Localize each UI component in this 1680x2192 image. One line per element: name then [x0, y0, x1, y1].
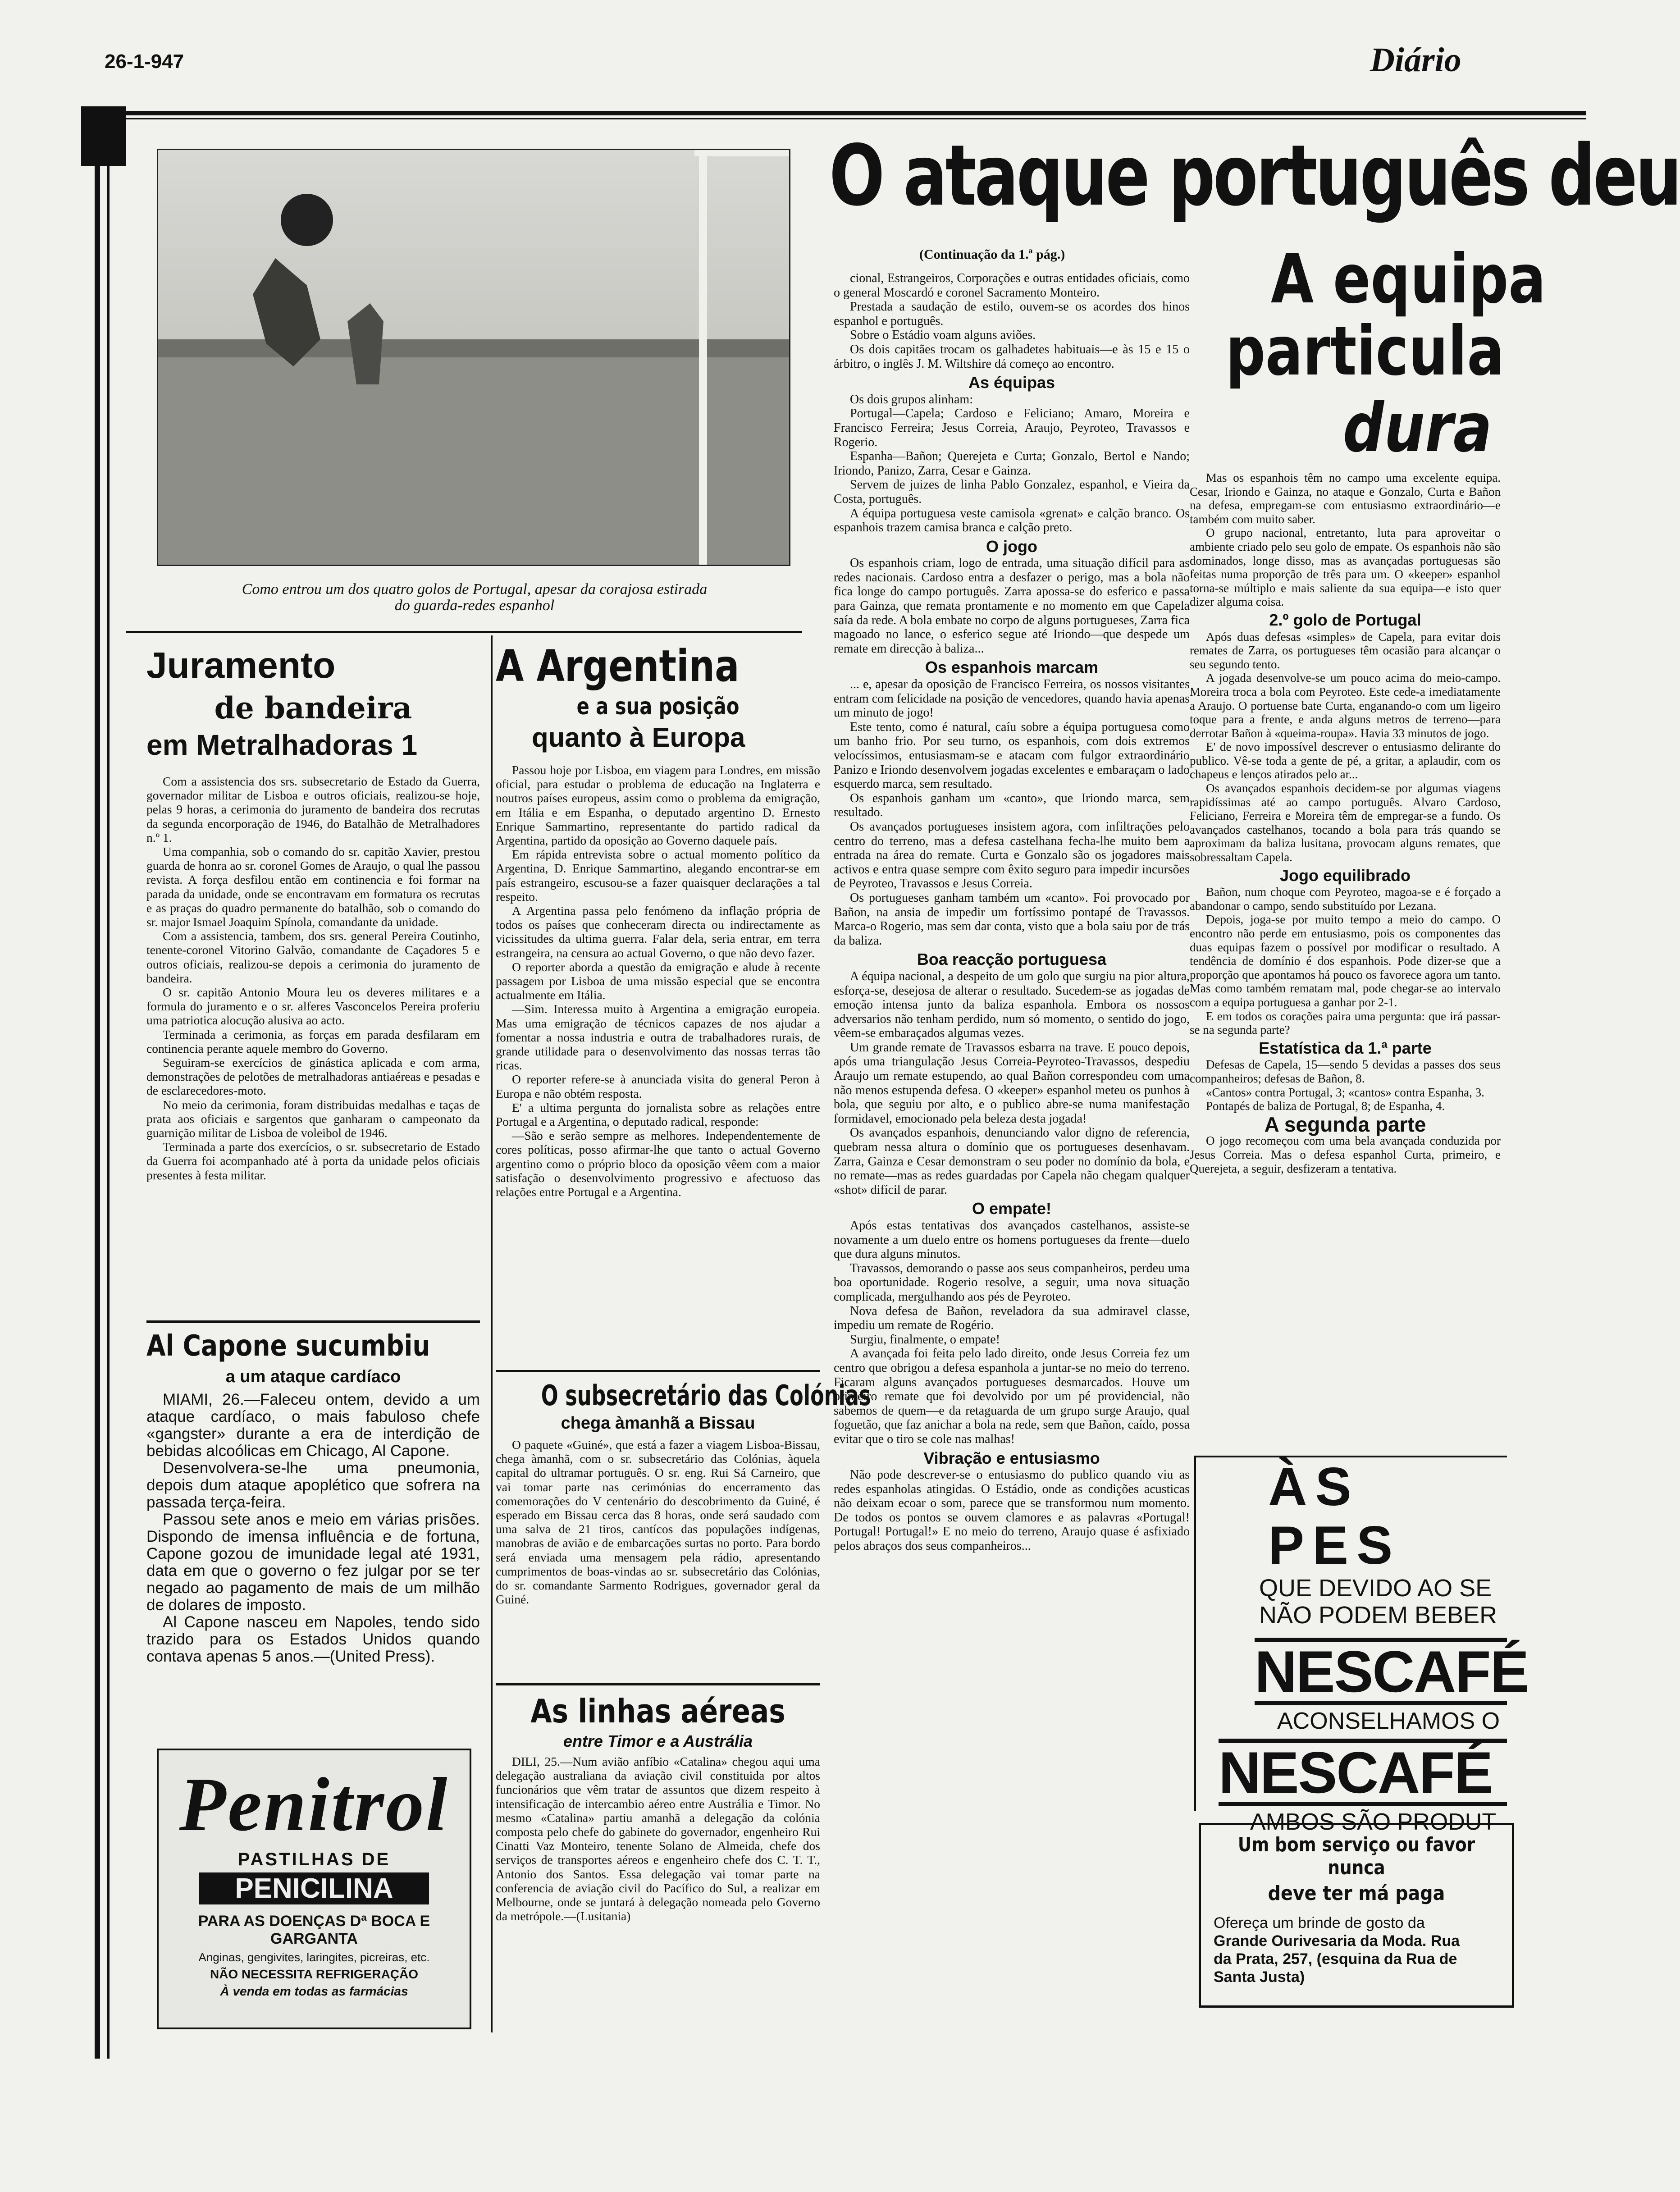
paragraph: Os dois capitães trocam os galhadetes habituais—e às 15 e 15 o árbitro, o inglês J. M. Wiltshire dá começo ao encontro. — [834, 342, 1190, 371]
ad-headline-1: Um bom serviço ou favor nunca — [1237, 1833, 1475, 1879]
paragraph: —Sim. Interessa muito à Argentina a emigração europeia. Mas uma emigração de técnicos capazes de nos ajudar a fomentar a nossa industria e outra de trabalhadores rurais, de grande utilidade para o desenvolvimento das nossas terras tão ricas. — [496, 1002, 820, 1073]
capone-article — [146, 1329, 480, 1665]
subheadline: entre Timor e a Austrália — [563, 1732, 753, 1750]
subhead-jogo-equilibrado: Jogo equilibrado — [1279, 866, 1411, 885]
paragraph: E' de novo impossível descrever o entusiasmo delirante do publico. Vê-se toda a gente de pé, a gritar, a aplaudir, com os chapeus e lenços atirados pelo ar... — [1190, 740, 1501, 781]
paragraph: Travassos, demorando o passe aos seus companheiros, perdeu uma boa oportunidade. Rogerio resolve, a seguir, uma nova situação complicada, mergulhando aos pés de Peyroteo. — [834, 1261, 1190, 1304]
paragraph: Mas os espanhois têm no campo uma excelente equipa. Cesar, Iriondo e Gainza, no ataque e Gonzalo, Curta e Bañon na defesa, empregam-se com entusiasmo extraordinário—e também com muito saber. — [1190, 471, 1501, 526]
ad-headline-2: deve ter má paga — [1268, 1882, 1445, 1905]
subhead-marcam: Os espanhois marcam — [925, 658, 1099, 677]
article-body — [496, 763, 820, 1199]
paragraph: Os avançados espanhois, denunciando valor digno de referencia, quebram nessa altura o domínio que os portugueses desenhavam. Zarra, Gainza e Cesar demonstram o seu poder no domínio da bola, e no remate—mas as redes guardadas por Capela não chegam qualquer «shot» difícil de parar. — [834, 1126, 1190, 1197]
right-headline-1: A equipa — [1271, 240, 1546, 319]
paragraph: Pontapés de baliza de Portugal, 8; de Espanha, 4. — [1206, 1099, 1445, 1113]
left-border-inner — [107, 166, 110, 2059]
paragraph: Passou hoje por Lisboa, em viagem para Londres, em missão oficial, para estudar o problema de educação na Inglaterra e noutros países europeus, assim como o problema da emigração, em Itália e em Espanha, o deputado argentino D. Ernesto Enrique Sammartino, representante do partido radical da Argentina, partido da oposição ao Governo daquele país. — [496, 763, 820, 848]
subheadline: a um ataque cardíaco — [225, 1367, 401, 1386]
continuation-note: (Continuação da 1.ª pág.) — [919, 247, 1065, 262]
ad-line: PARA AS DOENÇAS Dª BOCA E GARGANTA — [198, 1913, 430, 1947]
goal-post — [699, 150, 707, 565]
paragraph: O jogo recomeçou com uma bela avançada conduzida por Jesus Correia. Mas o defesa espanhol Curta, primeiro, e Querejeta, a seguir, desfizeram a tentativa. — [1190, 1134, 1501, 1175]
subhead-boa-reaccao: Boa reacção portuguesa — [917, 950, 1107, 969]
rule — [146, 1320, 480, 1323]
paragraph: A avançada foi feita pelo lado direito, onde Jesus Correia fez um centro que obrigou a defesa espanhola a juntar-se no meio do terreno. Ficaram alguns avançados portugueses desmarcados. Houve um primeiro remate que foi devolvido por um pé providencial, não sabemos de quem—e da retaguarda de um grupo surge Araujo, qual foguetão, que faz anichar a bola na rede, sem que Bañon, caído, possa evitar que o tiro se cole nas malhas! — [834, 1347, 1190, 1446]
paragraph: E' a ultima pergunta do jornalista sobre as relações entre Portugal e a Argentina, o deputado radical, responde: — [496, 1100, 820, 1129]
paragraph: Os avançados portugueses insistem agora, com infiltrações pelo centro do terreno, mas a defesa castelhana fecha-lhe muito bem a entrada na área do remate. Curta e Gonzalo são os jogadores mais activos e entra quase sempre com êxito seguro para impedir incursões de Peyroteo, Travassos e Jesus Correia. — [834, 819, 1190, 891]
paragraph: Uma companhia, sob o comando do sr. capitão Xavier, prestou guarda de honra ao sr. coronel Gomes de Araujo, o qual lhe passou revista. A força desfilou então em continencia e foi formar na parada da unidade, onde se encontravam em formatura os recrutas e as praças do quadro permanente do batalhão, sob o comando do sr. major Ismael Joaquim Spínola, comandante da unidade. — [146, 845, 480, 929]
paragraph: DILI, 25.—Num avião anfíbio «Catalina» chegou aqui uma delegação australiana da aviação civil constituida por altos funcionários que vêm tratar de assuntos que dizem respeito à intensificação de intercambio aéreo entre Austrália e Timor. No mesmo «Catalina» partiu amanhã a delegação da colónia composta pelo chefe do gabinete do governador, engenheiro Rui Cinatti Vaz Monteiro, tenente Solano de Almeida, chefe dos serviços de transportes aéreos e engenheiro chefe dos C. T. T., Antonio dos Santos. Essa delegação vai tomar parte na conferencia de aviação civil do Pacífico do Sul, a realizar em Melbourne, onde se juntará à delegação nomeada pelo Governo da metrópole.—(Lusitania) — [496, 1754, 820, 1923]
paragraph: Após estas tentativas dos avançados castelhanos, assiste-se novamente a um duelo entre os homens portugueses da frente—duelo que dura alguns minutos. — [834, 1219, 1190, 1261]
paragraph: Os dois grupos alinham: — [850, 392, 973, 406]
paragraph: Com a assistencia, tambem, dos srs. general Pereira Coutinho, tenente-coronel Vitorino Galvão, comandante de Caçadores 5 e outros oficiais, realizou-se depois a cerimonia do juramento de bandeira. — [146, 929, 480, 985]
colonias-article — [496, 1379, 871, 1607]
main-column — [834, 271, 1190, 1993]
corner-block — [81, 106, 126, 166]
headline: As linhas aéreas — [530, 1692, 785, 1730]
nescafe-line-4: ACONSELHAMOS O — [1277, 1708, 1500, 1734]
paragraph: No meio da cerimonia, foram distribuidas medalhas e taças de prata aos oficiais e sargentos que ganharam o campeonato da guarnição militar de Lisboa de voleibol de 1946. — [146, 1097, 480, 1140]
photo-rule — [126, 631, 802, 633]
nescafe-logo-2: NESCAFÉ — [1219, 1739, 1507, 1806]
paragraph: O reporter refere-se à anunciada visita do general Peron à Europa e não obtém resposta. — [496, 1072, 820, 1101]
paragraph: E em todos os corações paira uma pergunta: que irá passar-se na segunda parte? — [1190, 1009, 1501, 1037]
penitrol-logo: Penitrol — [179, 1762, 449, 1847]
paragraph: Os espanhois criam, logo de entrada, uma situação difícil para as redes nacionais. Cardoso entra a desfazer o perigo, mas a bola não fica longe do campo português. Zarra apossa-se do esferico e passa para Gainza, que remata prontamente e no momento em que Capela saía da rede. A bola embate no corpo de alguns portugueses, Zarra fica magoado no lance, o esferico segue até Iriondo—que despede um remate em direcção à baliza... — [834, 556, 1190, 656]
masthead: Diário — [1370, 41, 1461, 79]
caption-line-2: do guarda-redes espanhol — [394, 597, 555, 614]
paragraph: Portugal—Capela; Cardoso e Feliciano; Amaro, Moreira e Francisco Ferreira; Jesus Correia, Araujo, Peyroteo, Travassos e Rogerio. — [834, 406, 1190, 449]
right-headline-2: particula — [1226, 312, 1505, 391]
paragraph: ... e, apesar da oposição de Francisco Ferreira, os nossos visitantes entram com felicidade na posição de vencedores, quando havia apenas um minuto de jogo! — [834, 677, 1190, 720]
paragraph: Terminada a parte dos exercícios, o sr. subsecretario de Estado da Guerra foi acompanhado até à porta da unidade pelos oficiais presentes à festa militar. — [146, 1140, 480, 1182]
subhead-estatistica: Estatística da 1.ª parte — [1259, 1038, 1432, 1057]
ad-line: NÃO NECESSITA REFRIGERAÇÃO — [210, 1967, 419, 1981]
ad-line: À venda em todas as farmácias — [220, 1984, 408, 1998]
paragraph: A Argentina passa pelo fenómeno da inflação própria de todos os países que conheceram directa ou indirectamente as vicissitudes da ultima guerra. Falar dela, seria entrar, em terra estrangeira, na censura ao actual Governo, o que não devo fazer. — [496, 904, 820, 960]
photo-scene — [158, 150, 789, 565]
ad-line: Santa Justa) — [1214, 1968, 1305, 1986]
nescafe-line-3: NÃO PODEM BEBER — [1259, 1602, 1497, 1629]
rule — [496, 1370, 820, 1372]
article-body — [496, 1438, 820, 1606]
paragraph: Os espanhois ganham um «canto», que Iriondo marca, sem resultado. — [834, 791, 1190, 820]
paragraph: Este tento, como é natural, caíu sobre a équipa portuguesa como um banho frio. Por seu turno, os espanhois, com dois extremos velocíssimos, entusiasmam-se e atacam com fulgor extraordinário Panizo e Iriondo desenvolvem jogadas excelentes e embaraçam o lado esquerdo marca, sem resultado. — [834, 720, 1190, 791]
football-photo — [157, 149, 790, 566]
paragraph: cional, Estrangeiros, Corporações e outras entidades oficiais, como o general Moscardó e coronel Sacramento Monteiro. — [834, 271, 1190, 300]
paragraph: Prestada a saudação de estilo, ouvem-se os acordes dos hinos espanhol e português. — [834, 300, 1190, 328]
left-border — [95, 166, 100, 2059]
ad-line: PASTILHAS DE — [237, 1850, 391, 1869]
subhead-equipas: As équipas — [968, 373, 1055, 392]
paragraph: —São e serão sempre as melhores. Independentemente de cores políticas, posso afirmar-lhe que tanto o actual Governo argentino como o próprio bloco da oposição vêem com a maior satisfação o desenvolvimento progressivo e afectuoso das relações entre Portugal e a Argentina. — [496, 1128, 820, 1199]
right-headline-3: dura — [1343, 389, 1492, 467]
paragraph: Bañon, num choque com Peyroteo, magoa-se e é forçado a abandonar o campo, sendo substituído por Lezana. — [1190, 885, 1501, 913]
subheadline: em Metralhadoras 1 — [146, 729, 418, 761]
article-body — [146, 1391, 480, 1665]
paragraph: Os avançados espanhois decidem-se por algumas viagens rapidíssimas até ao campo português. Alvaro Cardoso, Feliciano, Ferreira e Moreira têm de empregar-se a fundo. Os avançados castelhanos, tocando a bola para trás quando se aproximam da baliza lusitana, provocam alguns remates, que sobressaltam Capela. — [1190, 781, 1501, 864]
paragraph: Com a assistencia dos srs. subsecretario de Estado da Guerra, governador militar de Lisboa e outros oficiais, realizou-se hoje, pelas 9 horas, a cerimonia do juramento de bandeira dos recrutas da segunda encorporação de 1946, do Batalhão de Metralhadores n.º 1. — [146, 774, 480, 845]
nescafe-line-1: ÀS PES — [1268, 1457, 1401, 1576]
article-body — [496, 1754, 820, 1923]
article-body — [146, 774, 480, 1182]
nescafe-line-2: QUE DEVIDO AO SE — [1259, 1575, 1492, 1602]
paragraph: Nova defesa de Bañon, reveladora da sua admiravel classe, impediu um remate de Rogério. — [834, 1304, 1190, 1333]
ourivesaria-ad — [1199, 1823, 1514, 2008]
paragraph: O paquete «Guiné», que está a fazer a viagem Lisboa-Bissau, chega àmanhã, com o sr. subsecretário das Colónias, àquela capital do ultramar português. O sr. eng. Rui Sá Carneiro, que vai tomar parte nas cerimónias do encerramento das comemorações do V centenário do descobrimento da Guiné, é esperado em Bissau cerca das 8 horas, onde será saudado com uma salva de 21 tiros, cantícos das populações indígenas, manobras de avião e de embarcações surtas no porto. Para bordo será enviada uma mensagem pela rádio, apresentando cumprimentos de boas-vindas ao sr. subsecretário das Colónias, do sr. comandante Sarmento Rodrigues, governador geral da Guiné. — [496, 1438, 820, 1607]
top-rule — [126, 111, 1586, 115]
paragraph: Após duas defesas «simples» de Capela, para evitar dois remates de Zarra, os portugueses têm ocasião para alcançar o seu segundo tento. — [1190, 630, 1501, 671]
paragraph: Espanha—Bañon; Querejeta e Curta; Gonzalo, Bertol e Nando; Iriondo, Panizo, Zarra, Cesar e Gainza. — [834, 449, 1190, 478]
paragraph: «Cantos» contra Portugal, 3; «cantos» contra Espanha, 3. — [1206, 1085, 1484, 1099]
paragraph: Seguiram-se exercícios de ginástica aplicada e com arma, demonstrações de pelotões de metralhadoras antiaéreas e pesadas e de esclarecedores-moto. — [146, 1055, 480, 1098]
paragraph: Em rápida entrevista sobre o actual momento político da Argentina, D. Enrique Sammartino, alegando encontrar-se em país estrangeiro, escusou-se a fazer quaisquer declarações a tal respeito. — [496, 847, 820, 904]
paragraph: Sobre o Estádio voam alguns aviões. — [850, 328, 1036, 342]
top-rule-thin — [126, 118, 1586, 119]
ad-line: da Prata, 257, (esquina da Rua de — [1214, 1950, 1457, 1968]
penitrol-ad — [157, 1749, 471, 2029]
paragraph: Os portugueses ganham também um «canto». Foi provocado por Bañon, na ansia de impedir um fortíssimo pontapé de Travassos. Marca-o Rogerio, mas sem dar conta, visto que a bola saiu por de trás da baliza. — [834, 890, 1190, 948]
paragraph: Depois, joga-se por muito tempo a meio do campo. O encontro não perde em entusiasmo, pois os componentes das duas equipas fazem o possível por modificar o resultado. A tendência de domínio é dos espanhois. Pode dizer-se que a proporção que apontamos há pouco os favorece agora um tanto. Mas como também rematam mal, pode chegar-se ao intervalo com a equipa portuguesa a ganhar por 2-1. — [1190, 913, 1501, 1009]
paragraph: MIAMI, 26.—Faleceu ontem, devido a um ataque cardíaco, o mais fabuloso chefe «gangster» durante a era de interdição de bebidas alcoólicas em Chicago, Al Capone. — [146, 1391, 480, 1460]
paragraph: Terminada a cerimonia, as forças em parada desfilaram em continencia perante aquele membro do Governo. — [146, 1027, 480, 1055]
headline: Juramento — [146, 645, 336, 686]
paragraph: Um grande remate de Travassos esbarra na trave. E pouco depois, após uma triangulação Jesus Correia-Peyroteo-Travassos, despediu Araujo um remate estupendo, ao qual Bañon correspondeu com uma não menos estupenda defesa. O «keeper» espanhol meteu os punhos à bola, que seguiu por alto, e o publico abre-se numa manifestação formidavel, emocionado pela beleza desta jogada! — [834, 1040, 1190, 1126]
photo-caption — [157, 581, 792, 614]
paragraph: O reporter aborda a questão da emigração e alude à recente passagem por Lisboa de uma missão especial que se encontra actualmente em Itália. — [496, 959, 820, 1002]
ad-line: Ofereça um brinde de gosto da — [1214, 1914, 1425, 1932]
nescafe-logo-1: NESCAFÉ — [1255, 1639, 1529, 1704]
paragraph: O sr. capitão Antonio Moura leu os deveres militares e a formula do juramento e o sr. alferes Vasconcelos Pereira proferiu uma patriotica alocução alusiva ao acto. — [146, 985, 480, 1028]
paragraph: Servem de juizes de linha Pablo Gonzalez, espanhol, e Vieira da Costa, português. — [834, 478, 1190, 506]
caption-line-1: Como entrou um dos quatro golos de Portugal, apesar da corajosa estirada — [242, 581, 708, 598]
paragraph: A jogada desenvolve-se um pouco acima do meio-campo. Moreira troca a bola com Peyroteo. Este cede-a imediatamente a Araujo. O portuense bate Curta, enganando-o com um ligeiro toque para a frente, e anda alguns metros de terreno—para derrotar Bañon à «queima-roupa». Havia 33 minutos de jogo. — [1190, 671, 1501, 740]
ad-line: PENICILINA — [199, 1872, 429, 1904]
subhead-segundo-golo: 2.º golo de Portugal — [1269, 610, 1421, 629]
subheadline: de bandeira — [214, 690, 412, 726]
linhas-article — [496, 1692, 820, 1923]
right-column — [1190, 471, 1501, 1426]
nescafe-line-5: AMBOS SÃO PRODUT — [1250, 1809, 1497, 1835]
main-headline: O ataque português deu — [829, 127, 1680, 224]
juramento-article — [146, 635, 480, 1182]
subhead-vibracao: Vibração e entusiasmo — [923, 1448, 1100, 1467]
subhead-segunda-parte: A segunda parte — [1264, 1112, 1426, 1136]
headline: A Argentina — [496, 641, 740, 691]
paragraph: Passou sete anos e meio em várias prisões. Dispondo de imensa influência e de fortuna, Capone gozou de imunidade legal até 1931, data em que o governo o fez julgar por se ter negado ao pagamento de mais de um milhão de dolares de imposto. — [146, 1511, 480, 1614]
paragraph: O grupo nacional, entretanto, luta para aproveitar o ambiente criado pelo seu golo de empate. Os espanhois não são dominados, longe disso, mas as avançadas portuguesas são feitas numa proporção de três para um. O «keeper» espanhol torna-se múltiplo e mais saliente da sua equipa—e isto quer dizer alguma coisa. — [1190, 526, 1501, 609]
paragraph: A équipa nacional, a despeito de um golo que surgiu na pior altura, esforça-se, desejosa de alterar o resultado. Sucedem-se as jogadas de emoção intensa junto da baliza espanhola. Embora os nossos adversarios não tenham perdido, num só momento, o sentido do jogo, vêem-se embaraçados algumas vezes. — [834, 969, 1190, 1041]
headline: O subsecretário das Colónias — [541, 1379, 871, 1412]
paragraph: Defesas de Capela, 15—sendo 5 devidas a passes dos seus companheiros; defesas de Bañon, 8. — [1190, 1058, 1501, 1085]
subheadline: quanto à Europa — [532, 722, 745, 753]
subheadline: e a sua posição — [576, 693, 740, 720]
page-date: 26-1-947 — [105, 50, 184, 73]
subhead-jogo: O jogo — [986, 537, 1037, 556]
column-rule — [491, 635, 493, 2032]
rule — [496, 1683, 820, 1685]
ad-line: Grande Ourivesaria da Moda. Rua — [1214, 1932, 1460, 1950]
headline: Al Capone sucumbiu — [146, 1329, 430, 1363]
subhead-empate: O empate! — [972, 1199, 1052, 1218]
paragraph: Surgiu, finalmente, o empate! — [850, 1332, 1000, 1347]
nescafe-ad — [1194, 1456, 1529, 1835]
paragraph: Desenvolvera-se-lhe uma pneumonia, depois dum ataque apoplético que sofrera na passada terça-feira. — [146, 1459, 480, 1511]
paragraph: Al Capone nasceu em Napoles, tendo sido trazido para os Estados Unidos quando contava apenas 5 anos.—(United Press). — [146, 1613, 480, 1665]
ball — [281, 194, 333, 246]
paragraph: Não pode descrever-se o entusiasmo do publico quando viu as redes espanholas atingidas. O Estádio, onde as condições acusticas não deixam ecoar o som, parece que se transformou num momento. De todos os pontos se ouvem clamores e as palavras «Portugal! Portugal! Portugal!» E no meio do terreno, Araujo quase é asfixiado pelos abraços dos seus companheiros... — [834, 1468, 1190, 1553]
argentina-article — [496, 635, 820, 1199]
ad-line: Anginas, gengivites, laringites, picreiras, etc. — [198, 1950, 430, 1964]
subheadline: chega àmanhã a Bissau — [561, 1414, 755, 1433]
paragraph: A équipa portuguesa veste camisola «grenat» e calção branco. Os espanhois trazem camisa branca e calção preto. — [834, 506, 1190, 535]
